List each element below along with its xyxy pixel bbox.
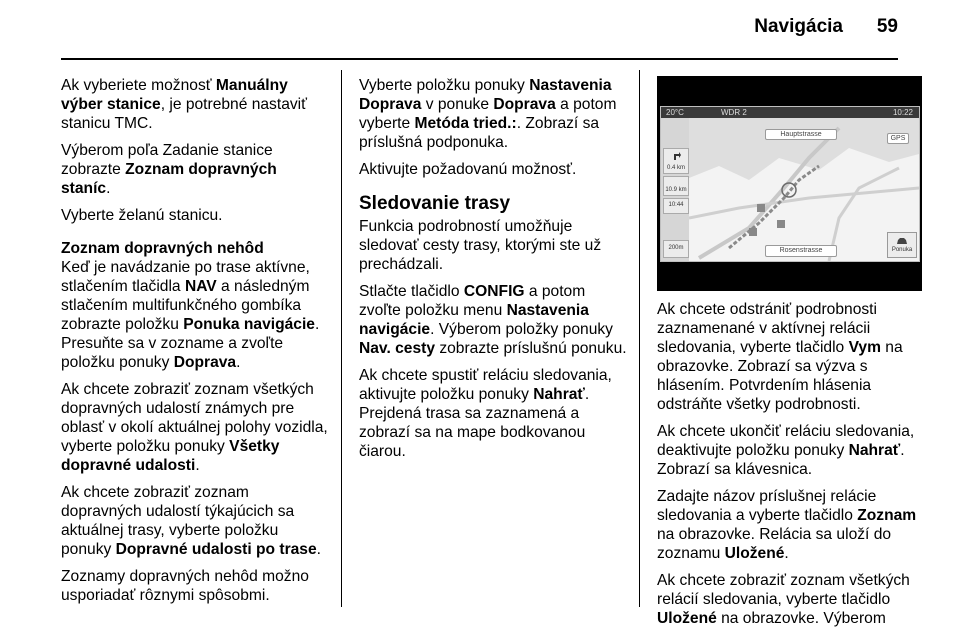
street-name-bottom: Rosenstrasse [765, 245, 837, 257]
paragraph: Keď je navádzanie po trase aktívne, stlačením tlačidla NAV a následným stlačením multifunkčného gombíka zobrazte položku Ponuka navigácie. Presuňte sa v zozname a zvoľte položku ponuky Doprava. [61, 259, 320, 371]
paragraph: Ak chcete zobraziť zoznam všetkých dopravných udalostí známych pre oblasť v okolí aktuálnej polohy vozidla, vyberte položku ponuky Všetky dopravné udalosti. [61, 381, 328, 474]
column-divider-2 [639, 70, 640, 607]
status-radio: WDR 2 [721, 108, 747, 117]
menu-car-icon [896, 235, 908, 247]
side-cell-scale [663, 240, 689, 258]
paragraph: Zoznamy dopravných nehôd možno usporiadať rôznymi spôsobmi. [61, 568, 309, 604]
page-header-title: Navigácia [754, 16, 843, 37]
paragraph: Zadajte názov príslušnej relácie sledovania a vyberte tlačidlo Zoznam na obrazovke. Relácia sa uloží do zoznamu Uložené. [657, 488, 917, 562]
header-rule [61, 58, 898, 60]
subheading-traffic-list: Zoznam dopravných nehôd [61, 240, 264, 257]
page-number: 59 [876, 16, 898, 37]
paragraph: Ak chcete spustiť reláciu sledovania, aktivujte položku ponuky Nahrať. Prejdená trasa sa zaznamená a zobrazí sa na mape bodkovanou čiarou. [359, 367, 612, 460]
poi-icon [749, 228, 757, 236]
nav-screen [660, 106, 920, 262]
paragraph: Výberom poľa Zadanie stanice zobrazte Zoznam dopravných staníc. [61, 142, 277, 197]
gps-indicator: GPS [887, 133, 909, 144]
status-time: 10:22 [892, 108, 913, 117]
column-3 [657, 300, 922, 636]
navigation-screen-figure [657, 76, 922, 291]
paragraph: Aktivujte požadovanú možnosť. [359, 161, 577, 178]
map-scale: 200m [668, 245, 684, 251]
paragraph: Ak chcete ukončiť reláciu sledovania, deaktivujte položku ponuky Nahrať. Zobrazí sa klávesnica. [657, 423, 915, 478]
side-cell-eta [663, 198, 689, 214]
distance-to-turn: 0.4 km [666, 165, 685, 171]
paragraph: Ak chcete odstrániť podrobnosti zaznamenané v aktívnej relácii sledovania, vyberte tlačidlo Vym na obrazovke. Zobrazí sa výzva s hlásením. Potvrdením hlásenia odstráňte všetky podrobnosti. [657, 301, 903, 413]
paragraph: Stlačte tlačidlo CONFIG a potom zvoľte položku menu Nastavenia navigácie. Výberom položky ponuky Nav. cesty zobrazte príslušnú ponuku. [359, 283, 627, 357]
paragraph: Vyberte želanú stanicu. [61, 207, 223, 224]
paragraph: Funkcia podrobností umožňuje sledovať cesty trasy, ktorými ste už prechádzali. [359, 218, 602, 273]
paragraph: Ak chcete zobraziť zoznam dopravných udalostí týkajúcich sa aktuálnej trasy, vyberte položku ponuky Dopravné udalosti po trase. [61, 484, 321, 558]
column-2 [359, 76, 629, 469]
paragraph: Ak chcete zobraziť zoznam všetkých relácií sledovania, vyberte tlačidlo Uložené na obrazovke. Výberom [657, 572, 910, 627]
street-name-top: Hauptstrasse [765, 129, 837, 140]
column-divider-1 [341, 70, 342, 607]
menu-button[interactable] [887, 232, 917, 258]
paragraph: Vyberte položku ponuky Nastavenia Doprava v ponuke Doprava a potom vyberte Metóda tried.:. Zobrazí sa príslušná podponuka. [359, 77, 617, 151]
poi-icon [777, 220, 785, 228]
section-title: Sledovanie trasy [359, 193, 511, 214]
side-cell-distance [663, 176, 689, 196]
paragraph: Ak vyberiete možnosť Manuálny výber stanice, je potrebné nastaviť stanicu TMC. [61, 77, 307, 132]
remaining-distance: 10.9 km [665, 187, 687, 193]
arrival-time: 10:44 [668, 202, 684, 208]
side-panel [661, 118, 689, 261]
side-cell-direction [663, 148, 689, 174]
menu-button-label: Ponuka [891, 247, 913, 253]
poi-icon [757, 204, 765, 212]
status-temperature: 20°C [666, 108, 684, 117]
status-bar [661, 107, 919, 118]
column-1 [61, 76, 329, 613]
turn-arrow-icon [672, 151, 682, 161]
